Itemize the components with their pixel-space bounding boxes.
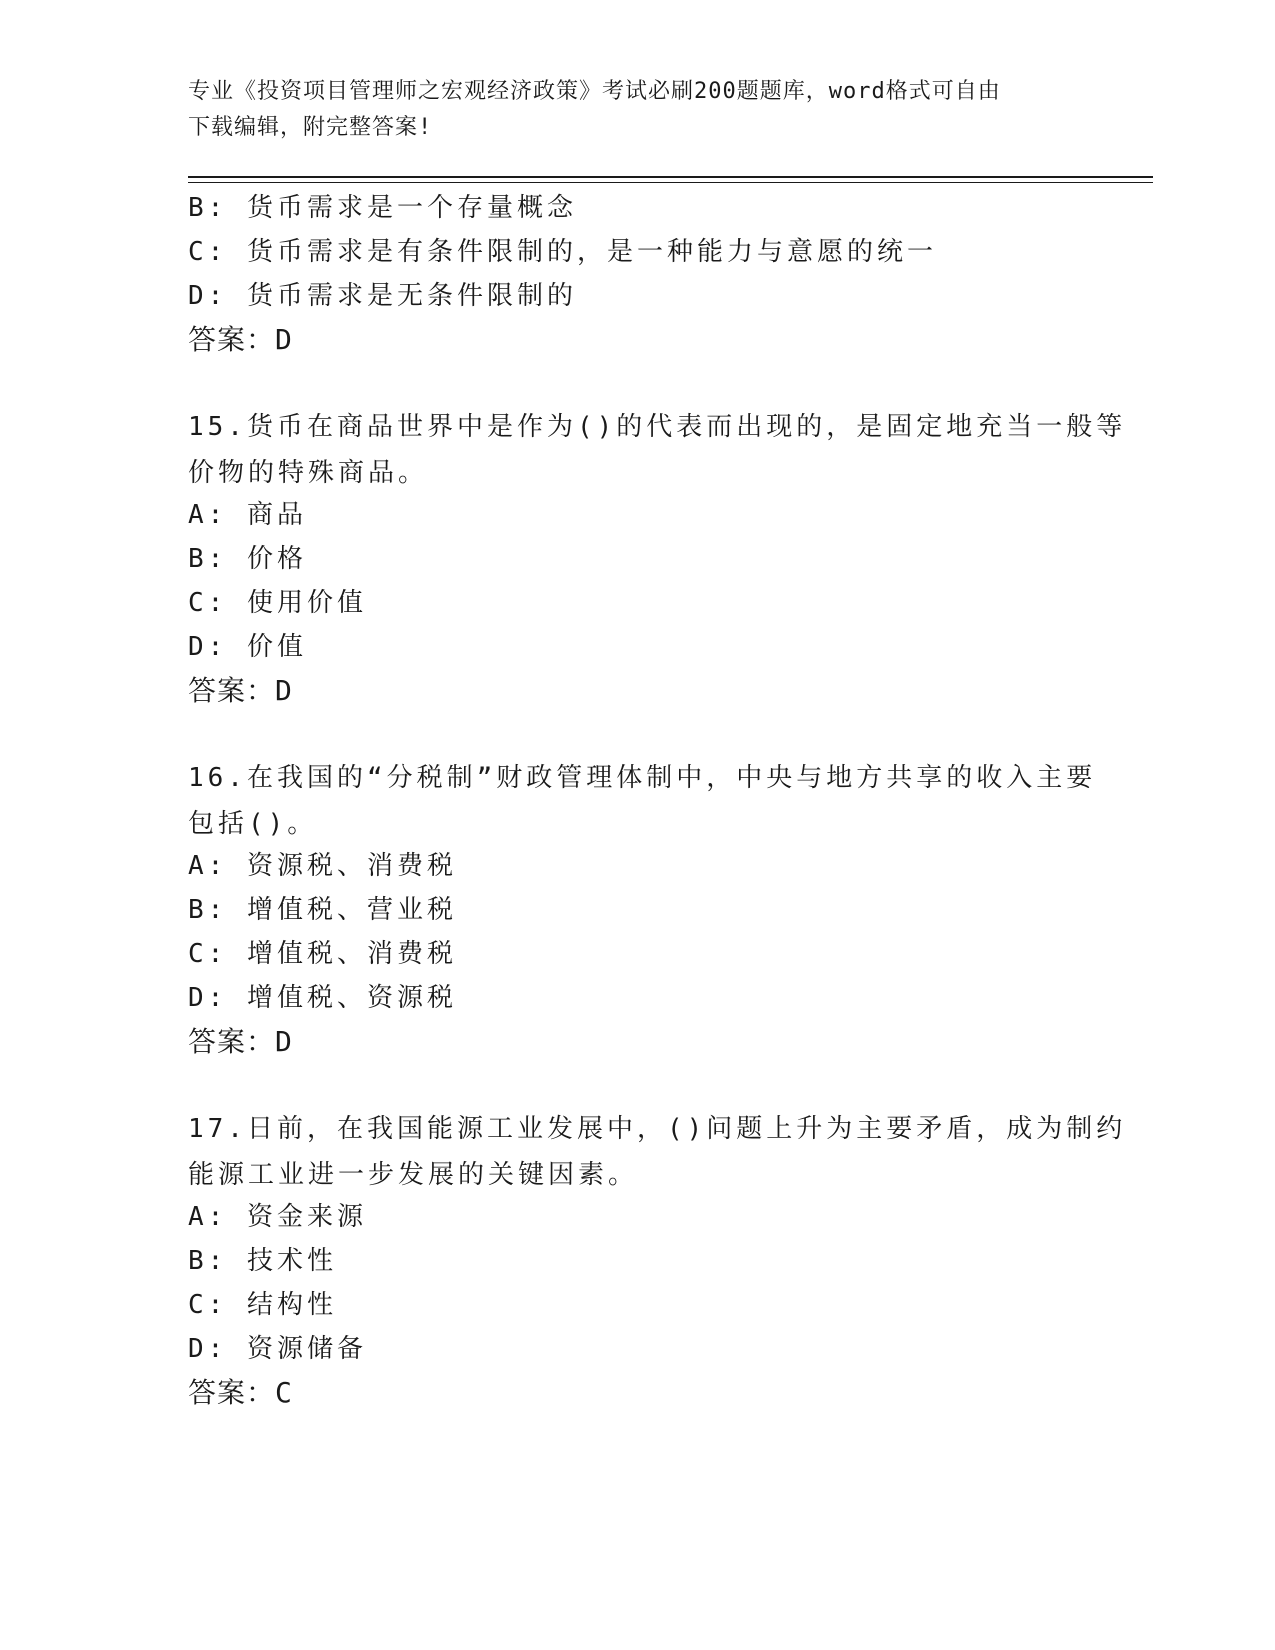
q14-option-d: D: 货币需求是无条件限制的	[188, 281, 577, 311]
q15-question-line-2: 价物的特殊商品。	[188, 458, 429, 488]
q14-option-b: B: 货币需求是一个存量概念	[188, 193, 577, 223]
q17-option-d: D: 资源储备	[188, 1334, 367, 1364]
q15-question	[188, 404, 1127, 496]
q16-question	[188, 755, 1097, 847]
header-rule-thin	[188, 182, 1153, 183]
q15-question-line-1: 15.货币在商品世界中是作为()的代表而出现的，是固定地充当一般等	[188, 412, 1127, 442]
q16-option-b: B: 增值税、营业税	[188, 895, 457, 925]
q17-question-line-2: 能源工业进一步发展的关键因素。	[188, 1160, 639, 1190]
q17-option-c: C: 结构性	[188, 1290, 337, 1320]
q15-option-b: B: 价格	[188, 544, 307, 574]
q15-option-a: A: 商品	[188, 500, 307, 530]
header-rule-thick	[188, 176, 1153, 178]
q17-question	[188, 1106, 1127, 1198]
q14-answer: 答案：D	[188, 323, 293, 356]
header-line-2: 下载编辑，附完整答案!	[188, 115, 433, 140]
q15-option-d: D: 价值	[188, 632, 307, 662]
q17-option-a: A: 资金来源	[188, 1202, 367, 1232]
q16-option-a: A: 资源税、消费税	[188, 851, 457, 881]
q15-answer: 答案：D	[188, 674, 293, 707]
q16-option-d: D: 增值税、资源税	[188, 983, 457, 1013]
q14-option-c: C: 货币需求是有条件限制的，是一种能力与意愿的统一	[188, 237, 937, 267]
q16-question-line-1: 16.在我国的“分税制”财政管理体制中，中央与地方共享的收入主要	[188, 763, 1097, 793]
q15-option-c: C: 使用价值	[188, 588, 367, 618]
q17-answer: 答案：C	[188, 1376, 293, 1409]
q17-question-line-1: 17.日前，在我国能源工业发展中，()问题上升为主要矛盾，成为制约	[188, 1114, 1127, 1144]
q16-option-c: C: 增值税、消费税	[188, 939, 457, 969]
header-line-1: 专业《投资项目管理师之宏观经济政策》考试必刷200题题库，word格式可自由	[188, 79, 1001, 104]
q16-answer: 答案：D	[188, 1025, 293, 1058]
q17-option-b: B: 技术性	[188, 1246, 337, 1276]
document-header	[188, 74, 1068, 146]
q16-question-line-2: 包括()。	[188, 809, 318, 839]
